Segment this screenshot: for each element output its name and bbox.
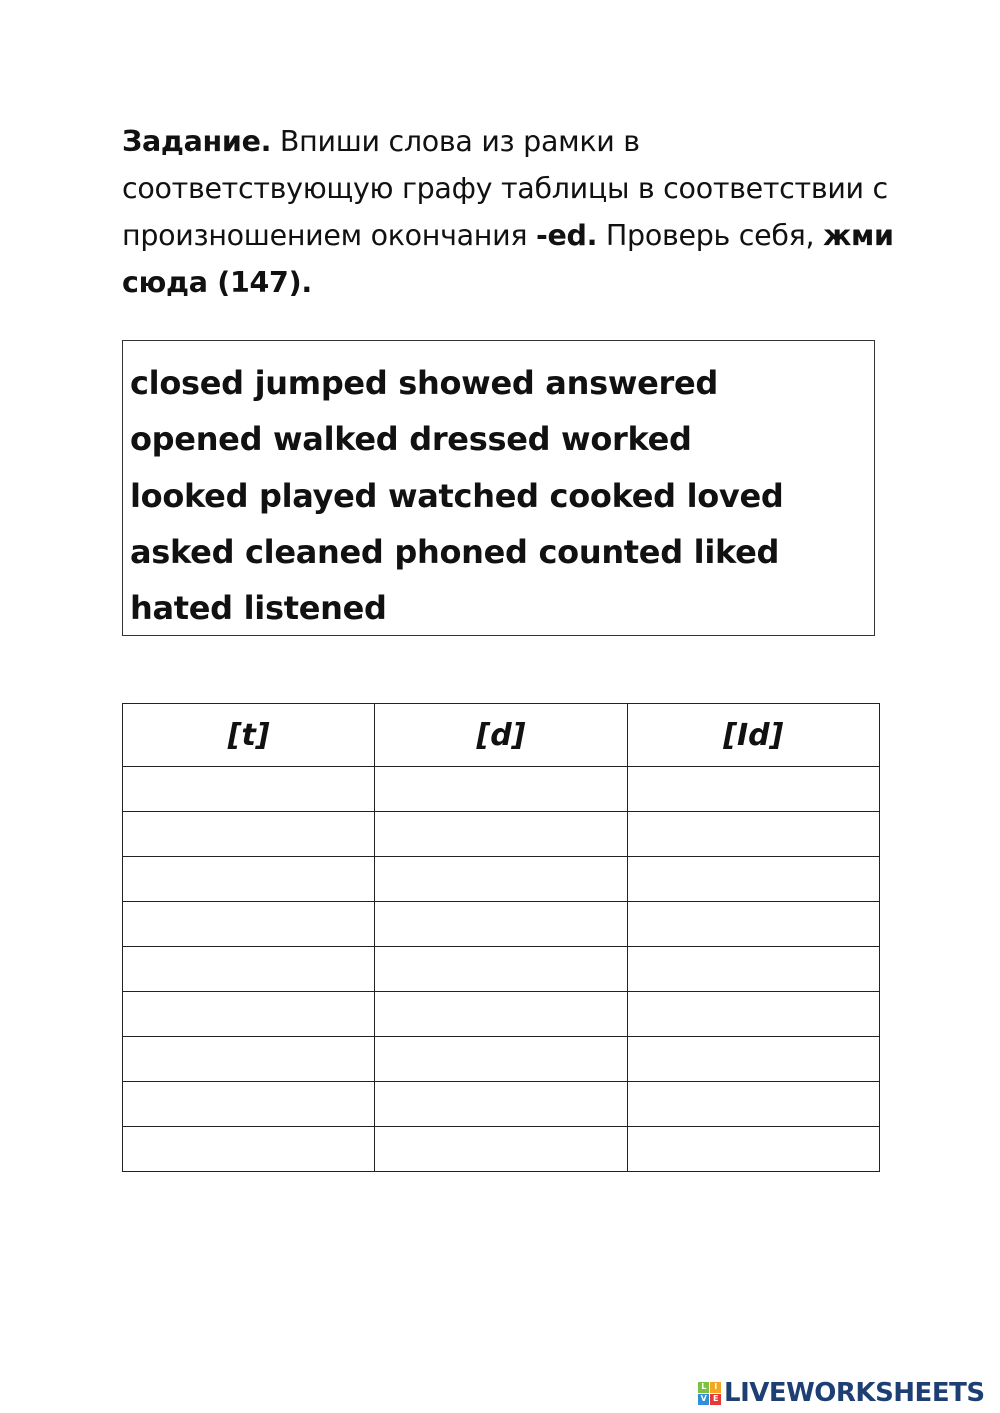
- answer-cell[interactable]: [123, 812, 375, 857]
- answer-cell[interactable]: [123, 1037, 375, 1082]
- answer-table: [122, 703, 880, 1172]
- check-text: Проверь себя,: [597, 219, 823, 252]
- logo-text: LIVEWORKSHEETS: [724, 1378, 985, 1408]
- ed-ending: -ed.: [535, 219, 598, 252]
- logo-tile: E: [710, 1394, 721, 1405]
- answer-cell[interactable]: [627, 1127, 879, 1172]
- check-link[interactable]: жми сюда (147).: [122, 219, 894, 299]
- answer-cell[interactable]: [375, 857, 627, 902]
- header-id: [Id]: [627, 704, 879, 767]
- answer-cell[interactable]: [627, 1037, 879, 1082]
- table-row: [123, 1037, 880, 1082]
- liveworksheets-logo: [698, 1378, 985, 1408]
- answer-cell[interactable]: [123, 857, 375, 902]
- logo-tiles-icon: [698, 1382, 721, 1405]
- answer-cell[interactable]: [375, 812, 627, 857]
- table-row: [123, 947, 880, 992]
- answer-cell[interactable]: [123, 1082, 375, 1127]
- word-box: [122, 340, 875, 636]
- answer-cell[interactable]: [375, 947, 627, 992]
- table-row: [123, 812, 880, 857]
- answer-cell[interactable]: [627, 812, 879, 857]
- answer-cell[interactable]: [123, 767, 375, 812]
- header-t: [t]: [123, 704, 375, 767]
- answer-cell[interactable]: [627, 767, 879, 812]
- answer-cell[interactable]: [123, 992, 375, 1037]
- answer-cell[interactable]: [627, 902, 879, 947]
- word-line: asked cleaned phoned counted liked: [130, 532, 780, 571]
- answer-cell[interactable]: [123, 902, 375, 947]
- answer-cell[interactable]: [375, 992, 627, 1037]
- answer-cell[interactable]: [627, 857, 879, 902]
- answer-cell[interactable]: [375, 1082, 627, 1127]
- word-line: closed jumped showed answered: [130, 364, 718, 402]
- table-row: [123, 1082, 880, 1127]
- header-d: [d]: [375, 704, 627, 767]
- table-row: [123, 902, 880, 947]
- answer-cell[interactable]: [375, 902, 627, 947]
- word-line: hated listened: [130, 589, 387, 628]
- word-line: opened walked dressed worked: [130, 420, 692, 459]
- table-row: [123, 992, 880, 1037]
- answer-cell[interactable]: [123, 1127, 375, 1172]
- table-row: [123, 1127, 880, 1172]
- task-text: Впиши слова из рамки в соответствующую графу таблицы в соответствии с произношением окончания: [122, 125, 888, 252]
- answer-cell[interactable]: [375, 767, 627, 812]
- answer-cell[interactable]: [375, 1037, 627, 1082]
- answer-cell[interactable]: [627, 1082, 879, 1127]
- word-line: looked played watched cooked loved: [130, 476, 784, 515]
- logo-tile: I: [710, 1382, 721, 1393]
- answer-cell[interactable]: [627, 992, 879, 1037]
- answer-cell[interactable]: [123, 947, 375, 992]
- logo-tile: L: [698, 1382, 709, 1393]
- logo-tile: V: [698, 1394, 709, 1405]
- answer-cell[interactable]: [627, 947, 879, 992]
- answer-cell[interactable]: [375, 1127, 627, 1172]
- table-row: [123, 767, 880, 812]
- task-label: Задание.: [122, 125, 272, 158]
- task-instructions: [122, 118, 902, 306]
- table-row: [123, 857, 880, 902]
